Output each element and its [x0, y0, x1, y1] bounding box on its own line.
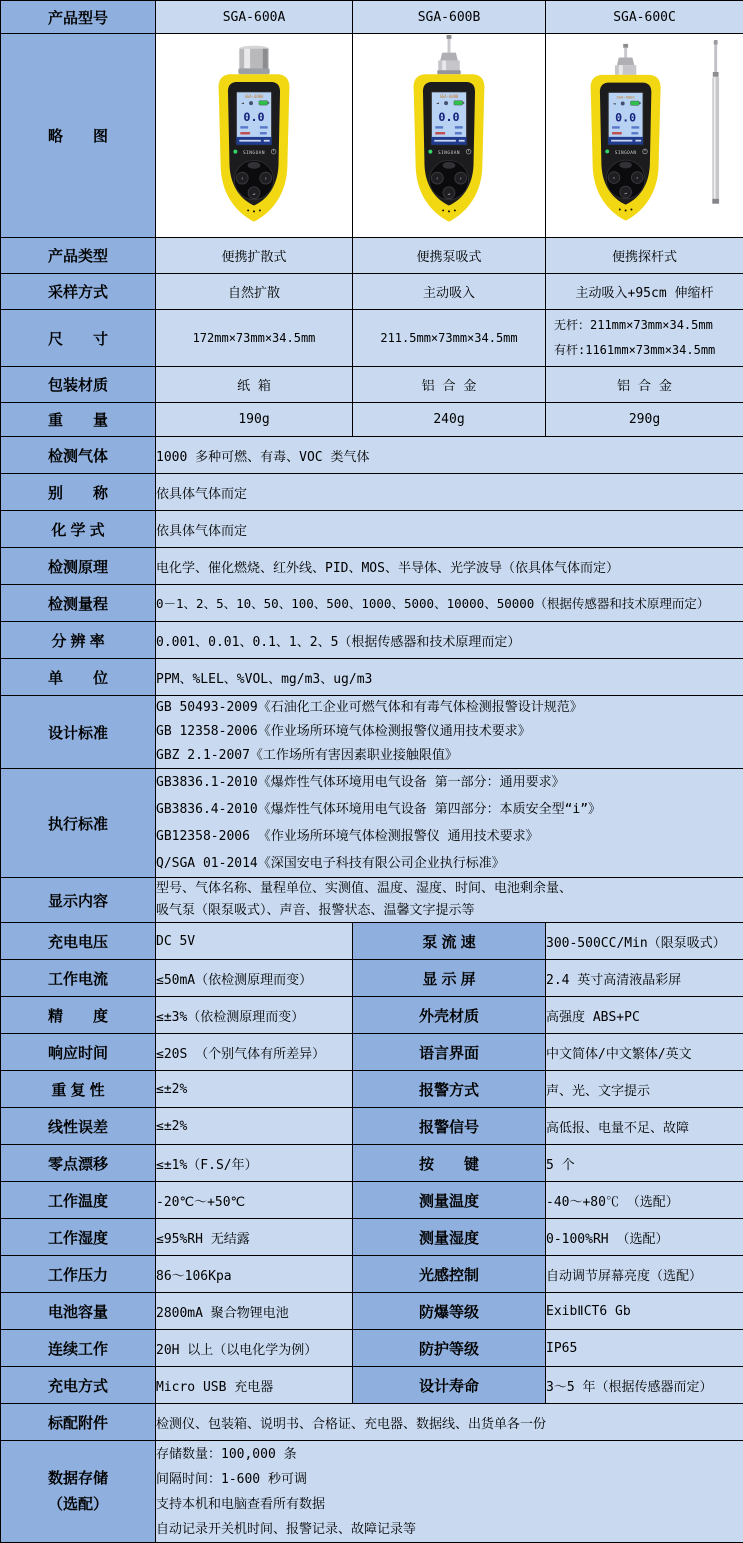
- alarm-signal-value: 高低报、电量不足、故障: [546, 1108, 743, 1145]
- working-current-value: ≤50mA（依检测原理而变）: [156, 960, 353, 997]
- row-label: 工作湿度: [1, 1219, 156, 1256]
- device-screen-model-text: SGA-600A: [245, 94, 264, 99]
- row-alias: [1, 474, 743, 511]
- execution-standards-value: [156, 769, 743, 878]
- sampling-b: 主动吸入: [353, 274, 546, 310]
- row-label: 零点漂移: [1, 1145, 156, 1182]
- row-label: 重 量: [1, 403, 156, 437]
- weight-a: 190g: [156, 403, 353, 437]
- row-label: 别 称: [1, 474, 156, 511]
- row-detection-range: [1, 585, 743, 622]
- zero-drift-value: ≤±1%（F.S/年）: [156, 1145, 353, 1182]
- row-label: 连续工作: [1, 1330, 156, 1367]
- row-chemical-formula: [1, 511, 743, 548]
- dimensions-c-with-rod: 有杆:1161mm×73mm×34.5mm: [546, 338, 743, 363]
- svg-text:↵: ↵: [448, 192, 451, 197]
- alarm-mode-value: 声、光、文字提示: [546, 1071, 743, 1108]
- design-standard-line: GBZ 2.1-2007《工作场所有害因素职业接触限值》: [156, 744, 743, 768]
- row-working-pressure-light-control: [1, 1256, 743, 1293]
- row-detected-gases: [1, 437, 743, 474]
- device-image-c: [546, 34, 743, 238]
- fan-icon: [444, 101, 448, 105]
- button-count-value: 5 个: [546, 1145, 743, 1182]
- dimensions-b: 211.5mm×73mm×34.5mm: [353, 310, 546, 367]
- shell-material-value: 高强度 ABS+PC: [546, 997, 743, 1034]
- row-working-humidity-measure-humidity: [1, 1219, 743, 1256]
- row-label: 线性误差: [1, 1108, 156, 1145]
- brand-text: SINGOAN: [438, 150, 460, 156]
- sketch-row-label: 略 图: [1, 34, 156, 238]
- device-image-a: [156, 34, 353, 238]
- repeatability-value: ≤±2%: [156, 1071, 353, 1108]
- gas-detector-diffusion-illustration: [179, 35, 329, 231]
- execution-standard-line: Q/SGA 01-2014《深国安电子科技有限公司企业执行标准》: [156, 850, 743, 877]
- row-label: 产品类型: [1, 238, 156, 274]
- row-execution-standards: [1, 769, 743, 878]
- row-label: 设计寿命: [353, 1367, 546, 1404]
- row-label: 包装材质: [1, 367, 156, 403]
- row-accessories: [1, 1404, 743, 1441]
- row-label: 报警信号: [353, 1108, 546, 1145]
- row-working-temp-measure-temp: [1, 1182, 743, 1219]
- speaker-icon: ◄: [436, 102, 439, 107]
- row-label: 显示内容: [1, 878, 156, 923]
- display-content-line: 吸气泵（限泵吸式）、声音、报警状态、温馨文字提示等: [156, 900, 743, 922]
- row-label: 执行标准: [1, 769, 156, 878]
- product-type-c: 便携探杆式: [546, 238, 743, 274]
- svg-text:‹: ‹: [612, 176, 615, 181]
- row-label: 语言界面: [353, 1034, 546, 1071]
- row-label: 测量温度: [353, 1182, 546, 1219]
- speaker-icon: ◄: [241, 102, 244, 107]
- row-label: 充电电压: [1, 923, 156, 960]
- dimensions-c: [546, 310, 743, 367]
- display-content-line: 型号、气体名称、量程单位、实测值、温度、湿度、时间、电池剩余量、: [156, 878, 743, 900]
- data-storage-value: [156, 1441, 743, 1543]
- row-label: 采样方式: [1, 274, 156, 310]
- fan-icon: [249, 101, 253, 105]
- storage-label-line2: （选配）: [1, 1492, 155, 1518]
- svg-text:↵: ↵: [624, 191, 627, 196]
- row-label: 防护等级: [353, 1330, 546, 1367]
- working-humidity-value: ≤95%RH 无结露: [156, 1219, 353, 1256]
- device-screen-model-text: SGA-600C: [616, 95, 635, 100]
- battery-icon: [454, 101, 463, 105]
- brand-text: SINGOAN: [614, 150, 636, 156]
- row-weight: [1, 403, 743, 437]
- row-label: 报警方式: [353, 1071, 546, 1108]
- sampling-c: 主动吸入+95cm 伸缩杆: [546, 274, 743, 310]
- response-time-value: ≤20S （个别气体有所差异）: [156, 1034, 353, 1071]
- working-temp-value: -20℃～+50℃: [156, 1182, 353, 1219]
- svg-text:›: ›: [459, 176, 462, 182]
- row-label: 精 度: [1, 997, 156, 1034]
- packaging-b: 铝 合 金: [353, 367, 546, 403]
- units-value: PPM、%LEL、%VOL、mg/m3、ug/m3: [156, 659, 743, 696]
- telescopic-rod-illustration: [712, 40, 719, 204]
- design-standard-line: GB 50493-2009《石油化工企业可燃气体和有毒气体检测报警设计规范》: [156, 696, 743, 720]
- row-label: 检测原理: [1, 548, 156, 585]
- weight-c: 290g: [546, 403, 743, 437]
- detection-principle-value: 电化学、催化燃烧、红外线、PID、MOS、半导体、光学波导（依具体气体而定）: [156, 548, 743, 585]
- speaker-icon: ◄: [613, 102, 616, 107]
- accuracy-value: ≤±3%（依检测原理而变）: [156, 997, 353, 1034]
- row-design-standards: [1, 696, 743, 769]
- packaging-a: 纸 箱: [156, 367, 353, 403]
- row-display-content: [1, 878, 743, 923]
- row-label: 设计标准: [1, 696, 156, 769]
- design-standards-value: [156, 696, 743, 769]
- product-type-b: 便携泵吸式: [353, 238, 546, 274]
- device-screen-reading: 0.0: [615, 110, 636, 124]
- row-battery-explosionproof: [1, 1293, 743, 1330]
- device-screen-model-text: SGA-600B: [440, 94, 459, 99]
- row-label: 尺 寸: [1, 310, 156, 367]
- language-value: 中文简体/中文繁体/英文: [546, 1034, 743, 1071]
- row-linearity-alarm-signal: [1, 1108, 743, 1145]
- row-repeatability-alarm-mode: [1, 1071, 743, 1108]
- status-led: [233, 150, 237, 154]
- svg-text:‹: ‹: [436, 176, 439, 182]
- row-label: 光感控制: [353, 1256, 546, 1293]
- row-sampling-method: [1, 274, 743, 310]
- alias-value: 依具体气体而定: [156, 474, 743, 511]
- row-label: 工作电流: [1, 960, 156, 997]
- row-label: 显 示 屏: [353, 960, 546, 997]
- row-label: 检测气体: [1, 437, 156, 474]
- measure-humidity-value: 0-100%RH （选配）: [546, 1219, 743, 1256]
- storage-line: 间隔时间：1-600 秒可调: [156, 1467, 743, 1492]
- row-label: 单 位: [1, 659, 156, 696]
- charging-method-value: Micro USB 充电器: [156, 1367, 353, 1404]
- row-label: 电池容量: [1, 1293, 156, 1330]
- storage-line: 自动记录开关机时间、报警记录、故障记录等: [156, 1517, 743, 1542]
- row-units: [1, 659, 743, 696]
- storage-label-line1: 数据存储: [1, 1466, 155, 1492]
- battery-icon: [630, 101, 639, 105]
- working-pressure-value: 86～106Kpa: [156, 1256, 353, 1293]
- row-working-current-display: [1, 960, 743, 997]
- weight-b: 240g: [353, 403, 546, 437]
- row-label: 检测量程: [1, 585, 156, 622]
- row-packaging: [1, 367, 743, 403]
- row-accuracy-shell: [1, 997, 743, 1034]
- display-content-value: [156, 878, 743, 923]
- row-label: 重 复 性: [1, 1071, 156, 1108]
- design-life-value: 3～5 年（根据传感器而定）: [546, 1367, 743, 1404]
- status-led: [605, 149, 609, 153]
- row-label: 响应时间: [1, 1034, 156, 1071]
- light-control-value: 自动调节屏幕亮度（选配）: [546, 1256, 743, 1293]
- row-charge-voltage-pump-flow: [1, 923, 743, 960]
- accessories-value: 检测仪、包装箱、说明书、合格证、充电器、数据线、出货单各一份: [156, 1404, 743, 1441]
- row-resolution: [1, 622, 743, 659]
- menu-button: [619, 162, 632, 169]
- dimensions-c-no-rod: 无杆：211mm×73mm×34.5mm: [546, 313, 743, 338]
- linearity-error-value: ≤±2%: [156, 1108, 353, 1145]
- packaging-c: 铝 合 金: [546, 367, 743, 403]
- product-type-a: 便携扩散式: [156, 238, 353, 274]
- device-screen-reading: 0.0: [243, 110, 264, 124]
- execution-standard-line: GB3836.4-2010《爆炸性气体环境用电气设备 第四部分：本质安全型“i”》: [156, 796, 743, 823]
- continuous-work-value: 20H 以上（以电化学为例）: [156, 1330, 353, 1367]
- menu-button: [443, 162, 456, 169]
- gas-detector-pump-illustration: [374, 35, 524, 231]
- menu-button: [248, 162, 261, 169]
- row-label: 泵 流 速: [353, 923, 546, 960]
- row-dimensions: [1, 310, 743, 367]
- row-label: 防爆等级: [353, 1293, 546, 1330]
- detection-range-value: 0－1、2、5、10、50、100、500、1000、5000、10000、50000（根据传感器和技术原理而定）: [156, 585, 743, 622]
- svg-text:›: ›: [635, 176, 638, 181]
- row-label: 外壳材质: [353, 997, 546, 1034]
- row-label: 工作温度: [1, 1182, 156, 1219]
- model-name-b: SGA-600B: [353, 1, 546, 34]
- protection-rating-value: IP65: [546, 1330, 743, 1367]
- brand-text: SINGOAN: [243, 150, 265, 156]
- battery-icon: [259, 101, 268, 105]
- svg-text:↵: ↵: [253, 192, 256, 197]
- design-standard-line: GB 12358-2006《作业场所环境气体检测报警仪通用技术要求》: [156, 720, 743, 744]
- row-label: 按 键: [353, 1145, 546, 1182]
- measure-temp-value: -40～+80℃ （选配）: [546, 1182, 743, 1219]
- row-continuous-work-protection: [1, 1330, 743, 1367]
- row-label: 化 学 式: [1, 511, 156, 548]
- row-response-time-language: [1, 1034, 743, 1071]
- row-detection-principle: [1, 548, 743, 585]
- row-label: [1, 1441, 156, 1543]
- storage-line: 支持本机和电脑查看所有数据: [156, 1492, 743, 1517]
- explosionproof-rating-value: ExibⅡCT6 Gb: [546, 1293, 743, 1330]
- model-row-label: 产品型号: [1, 1, 156, 34]
- device-screen-reading: 0.0: [438, 110, 459, 124]
- row-model: [1, 1, 743, 34]
- model-name-a: SGA-600A: [156, 1, 353, 34]
- row-sketch: [1, 34, 743, 238]
- storage-line: 存储数量：100,000 条: [156, 1442, 743, 1467]
- row-charging-method-design-life: [1, 1367, 743, 1404]
- dimensions-a: 172mm×73mm×34.5mm: [156, 310, 353, 367]
- row-label: 充电方式: [1, 1367, 156, 1404]
- row-zero-drift-buttons: [1, 1145, 743, 1182]
- display-screen-value: 2.4 英寸高清液晶彩屏: [546, 960, 743, 997]
- row-label: 工作压力: [1, 1256, 156, 1293]
- resolution-value: 0.001、0.01、0.1、1、2、5（根据传感器和技术原理而定）: [156, 622, 743, 659]
- pump-flow-value: 300-500CC/Min（限泵吸式）: [546, 923, 743, 960]
- status-led: [428, 150, 432, 154]
- model-name-c: SGA-600C: [546, 1, 743, 34]
- sampling-a: 自然扩散: [156, 274, 353, 310]
- execution-standard-line: GB3836.1-2010《爆炸性气体环境用电气设备 第一部分：通用要求》: [156, 769, 743, 796]
- svg-text:›: ›: [264, 176, 267, 182]
- device-image-b: [353, 34, 546, 238]
- row-label: 标配附件: [1, 1404, 156, 1441]
- row-product-type: [1, 238, 743, 274]
- charge-voltage-value: DC 5V: [156, 923, 353, 960]
- battery-capacity-value: 2800mA 聚合物锂电池: [156, 1293, 353, 1330]
- row-label: 测量湿度: [353, 1219, 546, 1256]
- row-label: 分 辨 率: [1, 622, 156, 659]
- chemical-formula-value: 依具体气体而定: [156, 511, 743, 548]
- detected-gases-value: 1000 多种可燃、有毒、VOC 类气体: [156, 437, 743, 474]
- execution-standard-line: GB12358-2006 《作业场所环境气体检测报警仪 通用技术要求》: [156, 823, 743, 850]
- row-data-storage: [1, 1441, 743, 1543]
- gas-detector-probe-illustration: [553, 35, 737, 231]
- svg-text:‹: ‹: [241, 176, 244, 182]
- fan-icon: [620, 102, 624, 106]
